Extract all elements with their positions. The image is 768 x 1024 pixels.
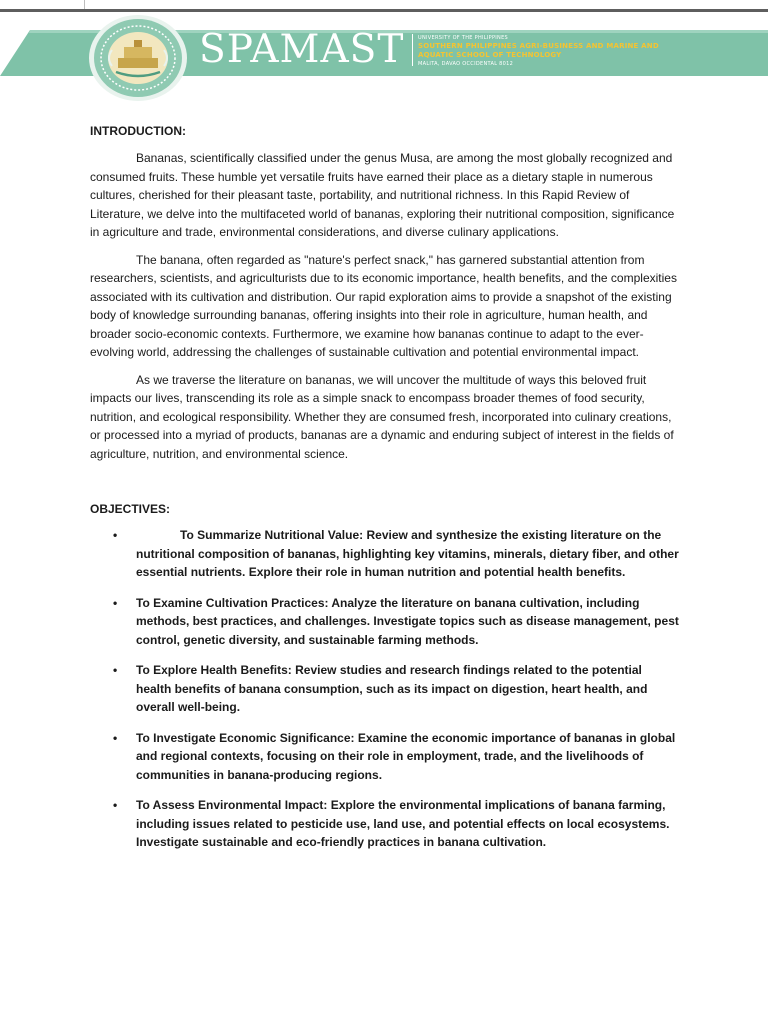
objective-item (90, 594, 680, 650)
intro-paragraph-1: Bananas, scientifically classified under the genus Musa, are among the most globally recognized and consumed fruits. These humble yet versatile fruits have earned their place as a dietary staple in numerous cultures, cherished for their pleasant taste, portability, and nutritional richness. In this Rapid Review of Literature, we delve into the multifaceted world of bananas, exploring their nutritional composition, significance in agriculture and trade, environmental considerations, and diverse culinary applications. (90, 151, 675, 239)
objective-item (90, 526, 680, 582)
bullet-icon: • (113, 663, 118, 677)
intro-paragraph-3: As we traverse the literature on bananas, we will uncover the multitude of ways this beloved fruit impacts our lives, transcending its role as a simple snack to encompass broader themes of food security, nutrition, and ecological responsibility. Whether they are consumed fresh, incorporated into culinary creations, or processed into a myriad of products, bananas are a dynamic and enduring subject of interest in the fields of agriculture, nutrition, and environmental science. (90, 372, 674, 461)
intro-paragraph-2: The banana, often regarded as "nature's perfect snack," has garnered substantial attention from researchers, scientists, and agriculturists due to its economic importance, health benefits, and the complexities associated with its cultivation and distribution. Our rapid exploration aims to provide a snapshot of the existing body of knowledge surrounding bananas, offering insights into their role in agriculture, human health, and broader socio-economic contexts. Furthermore, we examine how bananas continue to adapt to the ever-evolving world, addressing the challenges of sustainable cultivation and potential environmental impact. (90, 252, 677, 359)
objective-item (90, 729, 680, 785)
university-name: SOUTHERN PHILIPPINES AGRI-BUSINESS AND MARINE AND AQUATIC SCHOOL OF TECHNOLOGY (418, 42, 659, 59)
university-small-text: UNIVERSITY OF THE PHILIPPINES (418, 35, 509, 41)
bullet-icon: • (113, 528, 118, 542)
bullet-icon: • (113, 730, 118, 745)
introduction-heading: INTRODUCTION: (90, 124, 186, 138)
brand-name: SPAMAST (199, 27, 405, 72)
objectives-list (90, 526, 680, 852)
bullet-icon: • (113, 595, 118, 610)
school-seal-logo (88, 14, 188, 102)
objective-text: To Assess Environmental Impact: Explore the environmental implications of banana farming, including issues related to pesticide use, land use, and potential effects on local ecosystems. Investigate sustainable and eco-friendly practices in banana cultivation. (136, 798, 670, 849)
objective-text: To Explore Health Benefits: Review studies and research findings related to the potential health benefits of banana consumption, such as its impact on digestion, heart health, and overall well-being. (136, 663, 648, 714)
objectives-heading: OBJECTIVES: (90, 502, 171, 516)
bullet-icon: • (113, 798, 118, 812)
objective-text: To Summarize Nutritional Value: Review and synthesize the existing literature on the nutritional composition of bananas, highlighting key vitamins, minerals, dietary fiber, and other essential nutrients. Explore their role in human nutrition and potential health benefits. (136, 528, 679, 579)
document-body (90, 122, 680, 864)
top-border-line (0, 9, 768, 12)
top-rule-tick (72, 0, 85, 9)
objective-text: To Examine Cultivation Practices: Analyze the literature on banana cultivation, including methods, best practices, and challenges. Investigate topics such as disease management, pest control, genetic diversity, and sustainable farming methods. (136, 595, 679, 647)
university-address: MALITA, DAVAO OCCIDENTAL 8012 (418, 61, 514, 67)
objective-item (90, 661, 680, 717)
objective-text: To Investigate Economic Significance: Examine the economic importance of bananas in global and regional contexts, focusing on their role in employment, trade, and the livelihoods of communities in banana-producing regions. (136, 730, 676, 782)
brand-divider (412, 34, 413, 66)
objective-item (90, 796, 680, 852)
